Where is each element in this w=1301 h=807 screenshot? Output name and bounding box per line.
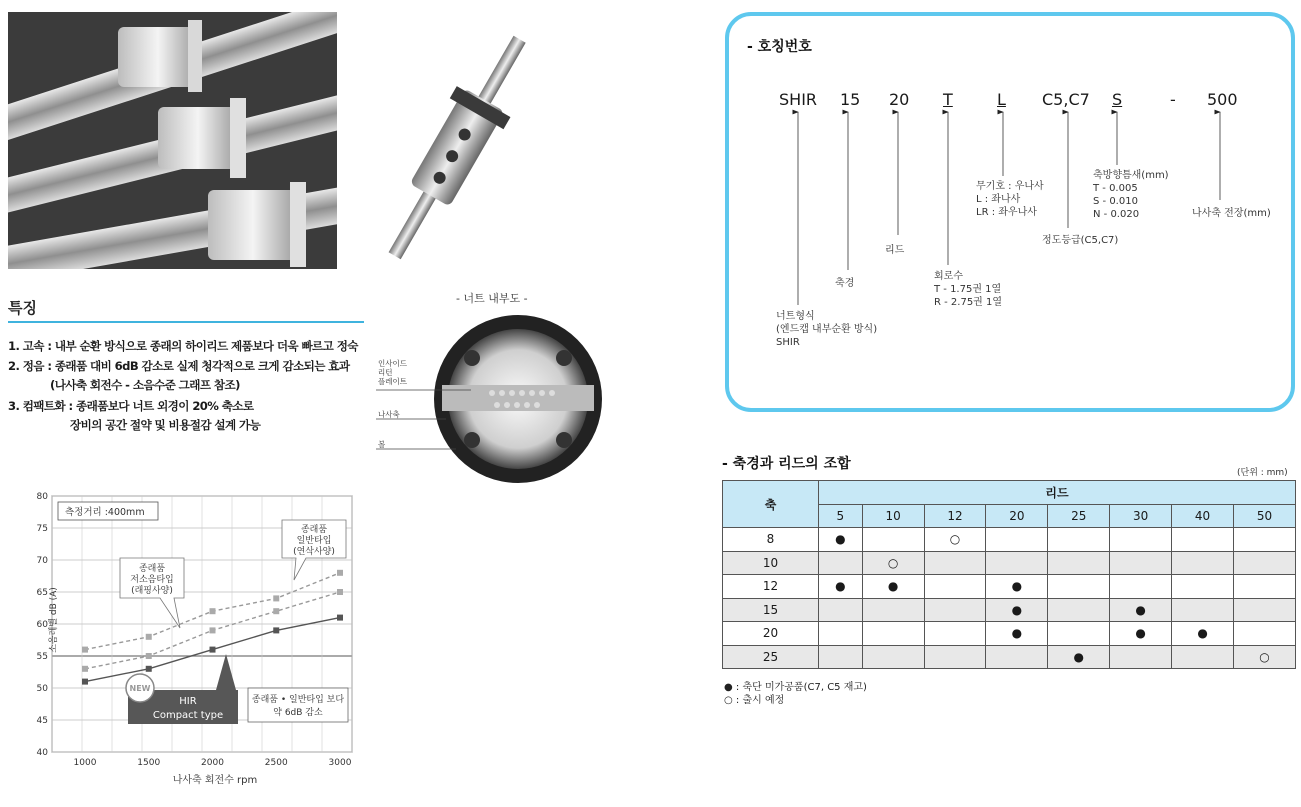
table-row xyxy=(723,598,1296,622)
designation-title: - 호칭번호 xyxy=(747,39,812,55)
hir-label-2: Compact type xyxy=(152,710,224,721)
chart-x-label: 나사축 회전수 rpm xyxy=(172,775,258,786)
col-axis-header: 축 xyxy=(723,481,819,528)
diameter-cell: 20 xyxy=(723,622,819,646)
code-circuits: T xyxy=(943,90,953,109)
combo-cell xyxy=(924,598,986,622)
nut-leader-lines xyxy=(376,360,476,460)
x-tick-label: 3000 xyxy=(328,758,352,768)
data-point xyxy=(273,627,279,633)
combo-cell: ● xyxy=(1110,598,1172,622)
nut-label-shaft: 나사축 xyxy=(378,410,400,419)
combo-cell xyxy=(1234,528,1296,552)
combo-cell xyxy=(1172,575,1234,599)
data-point xyxy=(146,634,152,640)
combo-cell: ○ xyxy=(1234,645,1296,669)
combo-unit: (단위 : mm) xyxy=(1237,468,1288,478)
combo-title: - 축경과 리드의 조합 xyxy=(722,456,851,472)
diameter-cell: 25 xyxy=(723,645,819,669)
feature-item: 장비의 공간 절약 및 비용절감 설계 가능 xyxy=(70,418,261,432)
combo-cell xyxy=(1172,645,1234,669)
data-point xyxy=(146,666,152,672)
table-row xyxy=(723,528,1296,552)
combo-cell xyxy=(1172,598,1234,622)
length-label: 나사축 전장(mm) xyxy=(1192,208,1271,219)
combo-cell xyxy=(862,622,924,646)
circuits-labels: 회로수 T - 1.75권 1열 R - 2.75권 1열 xyxy=(934,271,1003,308)
combo-cell: ● xyxy=(986,598,1048,622)
feature-item: (나사축 회전수 - 소음수준 그래프 참조) xyxy=(50,378,240,392)
y-tick-label: 50 xyxy=(36,684,48,694)
combo-cell xyxy=(924,645,986,669)
combo-cell xyxy=(1048,622,1110,646)
general-label-3: (연삭사양) xyxy=(293,547,335,557)
combo-cell xyxy=(1234,598,1296,622)
compare-label-1: 종래품 • 일반타입 보다 xyxy=(251,695,345,705)
combo-legend xyxy=(724,681,867,707)
combo-cell xyxy=(1234,622,1296,646)
lead-header: 25 xyxy=(1048,504,1110,528)
lead-header: 40 xyxy=(1172,504,1234,528)
data-point xyxy=(82,647,88,653)
combo-cell xyxy=(1172,551,1234,575)
features-divider xyxy=(8,321,364,323)
y-tick-label: 65 xyxy=(36,588,48,598)
code-axial: S xyxy=(1112,90,1123,109)
noise-chart xyxy=(30,490,370,795)
y-tick-label: 40 xyxy=(36,748,48,758)
combo-table xyxy=(722,480,1296,669)
diameter-cell: 10 xyxy=(723,551,819,575)
col-lead-header: 리드 xyxy=(819,481,1296,505)
combo-cell xyxy=(924,551,986,575)
data-point xyxy=(337,615,343,621)
compare-label-2: 약 6dB 감소 xyxy=(273,708,323,718)
code-length: 500 xyxy=(1207,90,1238,109)
designation-arrows xyxy=(725,100,1295,340)
data-point xyxy=(273,595,279,601)
feature-item: 3. 컴팩트화 : 종래품보다 너트 외경이 20% 축소로 xyxy=(8,399,254,413)
feature-item: 2. 정음 : 종래품 대비 6dB 감소로 실제 청각적으로 크게 감소되는 효과 xyxy=(8,359,350,373)
combo-cell xyxy=(1110,551,1172,575)
ball-screw-side-photo xyxy=(358,33,553,263)
combo-cell xyxy=(1110,575,1172,599)
lead-header: 20 xyxy=(986,504,1048,528)
lead-header: 5 xyxy=(819,504,863,528)
combo-cell xyxy=(1048,598,1110,622)
data-point xyxy=(146,653,152,659)
table-row xyxy=(723,645,1296,669)
table-row xyxy=(723,575,1296,599)
ball-screw-photo xyxy=(8,12,337,269)
hir-label-1: HIR xyxy=(179,696,197,707)
combo-cell xyxy=(862,598,924,622)
combo-cell xyxy=(1172,528,1234,552)
combo-cell: ○ xyxy=(862,551,924,575)
data-point xyxy=(210,647,216,653)
distance-label: 측정거리 :400mm xyxy=(65,507,145,518)
combo-cell: ● xyxy=(862,575,924,599)
table-row xyxy=(723,551,1296,575)
chart-x-ticks xyxy=(74,758,352,768)
legend-empty: ○ : 출시 예정 xyxy=(724,695,785,706)
lownoise-label-1: 종래품 xyxy=(138,564,166,574)
nut-type-labels: 너트형식 (엔드캡 내부순환 방식) SHIR xyxy=(776,311,878,348)
combo-cell xyxy=(1234,551,1296,575)
lead-header: 30 xyxy=(1110,504,1172,528)
new-badge-label: NEW xyxy=(129,684,151,693)
combo-cell xyxy=(924,622,986,646)
feature-item: 1. 고속 : 내부 순환 방식으로 종래의 하이리드 제품보다 더욱 빠르고 정숙 xyxy=(8,339,358,353)
combo-cell: ● xyxy=(1048,645,1110,669)
y-tick-label: 80 xyxy=(36,492,48,502)
lownoise-label-3: (래핑사양) xyxy=(131,586,173,596)
y-tick-label: 45 xyxy=(36,716,48,726)
combo-cell xyxy=(1048,528,1110,552)
data-point xyxy=(273,608,279,614)
data-point xyxy=(337,570,343,576)
combo-cell: ● xyxy=(819,575,863,599)
lead-header: 50 xyxy=(1234,504,1296,528)
chart-y-ticks xyxy=(37,492,49,758)
combo-cell xyxy=(1110,528,1172,552)
general-label-1: 종래품 xyxy=(300,525,328,535)
lead-label: 리드 xyxy=(885,245,905,256)
accuracy-label: 정도등급(C5,C7) xyxy=(1042,235,1119,246)
combo-cell xyxy=(1234,575,1296,599)
lead-header: 12 xyxy=(924,504,986,528)
chart-y-label: 소음레벨 dB (A) xyxy=(49,587,59,653)
combo-cell xyxy=(986,528,1048,552)
nut-diagram-title: - 너트 내부도 - xyxy=(456,292,528,305)
code-accuracy: C5,C7 xyxy=(1042,90,1090,109)
legend-filled: ● : 축단 미가공품(C7, C5 재고) xyxy=(724,682,867,693)
combo-cell xyxy=(862,528,924,552)
code-shir: SHIR xyxy=(779,90,818,109)
x-tick-label: 1500 xyxy=(137,758,161,768)
combo-cell xyxy=(819,551,863,575)
nut-label-ball: 볼 xyxy=(378,440,386,449)
data-point xyxy=(82,679,88,685)
code-lead: 20 xyxy=(889,90,910,109)
diameter-cell: 15 xyxy=(723,598,819,622)
combo-cell xyxy=(986,645,1048,669)
combo-cell xyxy=(924,575,986,599)
code-diameter: 15 xyxy=(840,90,861,109)
axial-labels: 축방향틈새(mm) T - 0.005 S - 0.010 N - 0.020 xyxy=(1093,170,1169,220)
lownoise-label-2: 저소음타입 xyxy=(130,575,174,585)
combo-cell xyxy=(1048,551,1110,575)
combo-cell xyxy=(819,622,863,646)
combo-cell: ○ xyxy=(924,528,986,552)
combo-cell xyxy=(862,645,924,669)
combo-cell: ● xyxy=(1172,622,1234,646)
y-tick-label: 75 xyxy=(36,524,48,534)
y-tick-label: 70 xyxy=(36,556,48,566)
diameter-label: 축경 xyxy=(835,278,855,289)
x-tick-label: 2500 xyxy=(264,758,288,768)
data-point xyxy=(210,608,216,614)
combo-cell xyxy=(819,645,863,669)
data-point xyxy=(210,627,216,633)
nut-label-return-plate: 인사이드 리턴 플레이트 xyxy=(378,359,407,386)
lead-header: 10 xyxy=(862,504,924,528)
x-tick-label: 2000 xyxy=(201,758,224,768)
combo-cell xyxy=(1110,645,1172,669)
y-tick-label: 55 xyxy=(36,652,48,662)
x-tick-label: 1000 xyxy=(73,758,97,768)
code-thread: L xyxy=(997,90,1006,109)
combo-cell: ● xyxy=(986,622,1048,646)
combo-cell xyxy=(819,598,863,622)
combo-cell xyxy=(986,551,1048,575)
y-tick-label: 60 xyxy=(36,620,48,630)
features-title: 특징 xyxy=(8,299,37,317)
data-point xyxy=(82,666,88,672)
thread-labels: 무기호 : 우나사 L : 좌나사 LR : 좌우나사 xyxy=(976,181,1044,218)
code-dash: - xyxy=(1170,90,1176,109)
combo-cell: ● xyxy=(819,528,863,552)
combo-cell xyxy=(1048,575,1110,599)
diameter-cell: 12 xyxy=(723,575,819,599)
combo-cell: ● xyxy=(986,575,1048,599)
general-label-2: 일반타입 xyxy=(296,536,332,546)
diameter-cell: 8 xyxy=(723,528,819,552)
combo-cell: ● xyxy=(1110,622,1172,646)
table-row xyxy=(723,622,1296,646)
data-point xyxy=(337,589,343,595)
